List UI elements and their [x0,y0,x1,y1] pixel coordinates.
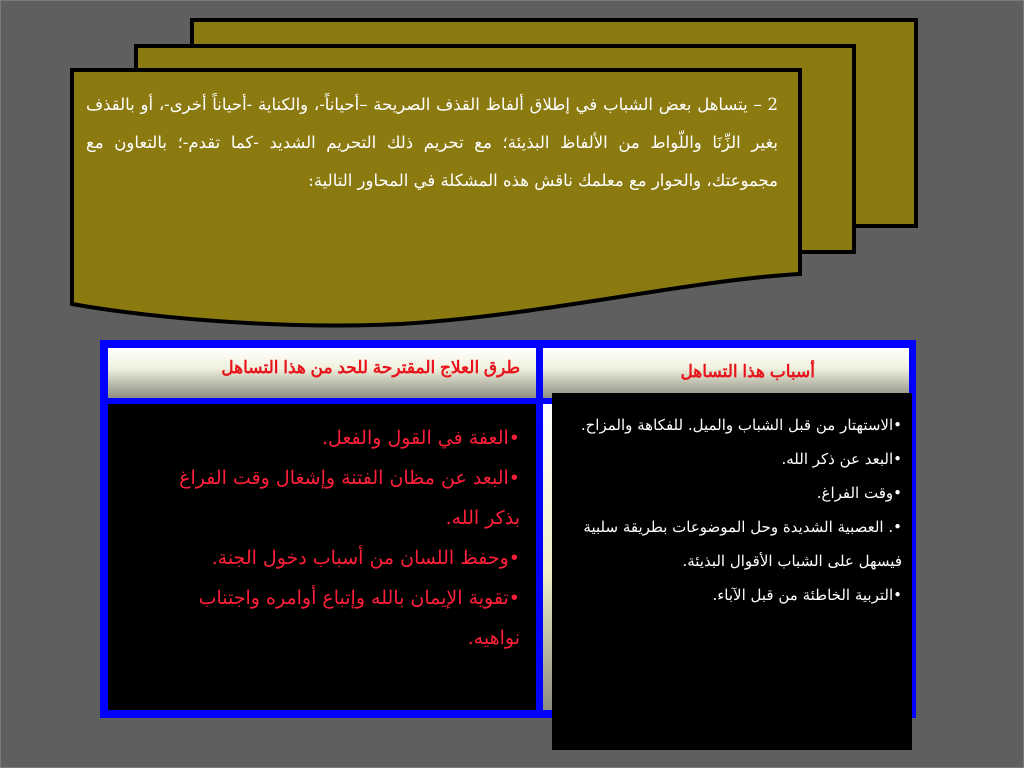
remedy-text: العفة في القول والفعل. [321,427,509,449]
bullet-icon: • [893,484,902,502]
list-item [566,510,902,578]
list-item [566,442,902,476]
causes-header: أسباب هذا التساهل [543,348,909,398]
cause-text: الاستهتار من قبل الشباب والميل. للفكاهة والمزاح. [580,416,894,434]
remedies-header: طرق العلاج المقترحة للحد من هذا التساهل [108,348,536,398]
bullet-icon: • [508,587,520,609]
cause-text: وقت الفراغ. [816,484,894,502]
causes-list [566,408,902,612]
cause-text: التربية الخاطئة من قبل الآباء. [712,586,894,604]
bullet-icon: • [508,467,520,489]
remedy-text: وحفظ اللسان من أسباب دخول الجنة. [211,547,509,569]
bullet-icon: • [893,518,902,536]
question-text: 2 – يتساهل بعض الشباب في إطلاق ألفاظ القذف الصريحة –أحياناً-، والكناية -أحياناً أخرى-، أو بالقذف بغير الزِّنَا واللّواط من الألفاظ البذيئة؛ مع تحريم ذلك التحريم الشديد -كما تقدم-؛ بالتعاون مع مجموعتك، والحوار مع معلمك ناقش هذه المشكلة في المحاور التالية: [86,95,778,190]
remedy-text: تقوية الإيمان بالله وإتباع أوامره واجتناب نواهيه. [198,587,520,649]
list-item [150,538,520,578]
list-item [566,476,902,510]
list-item [150,418,520,458]
cause-text: . العصبية الشديدة وحل الموضوعات بطريقة سلبية فيسهل على الشباب الأقوال البذيئة. [583,518,902,570]
list-item [150,458,520,538]
cause-text: البعد عن ذكر الله. [781,450,894,468]
list-item [566,578,902,612]
bullet-icon: • [893,416,902,434]
list-item [150,578,520,658]
remedy-text: البعد عن مظان الفتنة وإشغال وقت الفراغ بذكر الله. [179,467,520,529]
bullet-icon: • [893,586,902,604]
bullet-icon: • [508,427,520,449]
bullet-icon: • [508,547,520,569]
remedies-list [150,418,520,658]
list-item [566,408,902,442]
bullet-icon: • [893,450,902,468]
